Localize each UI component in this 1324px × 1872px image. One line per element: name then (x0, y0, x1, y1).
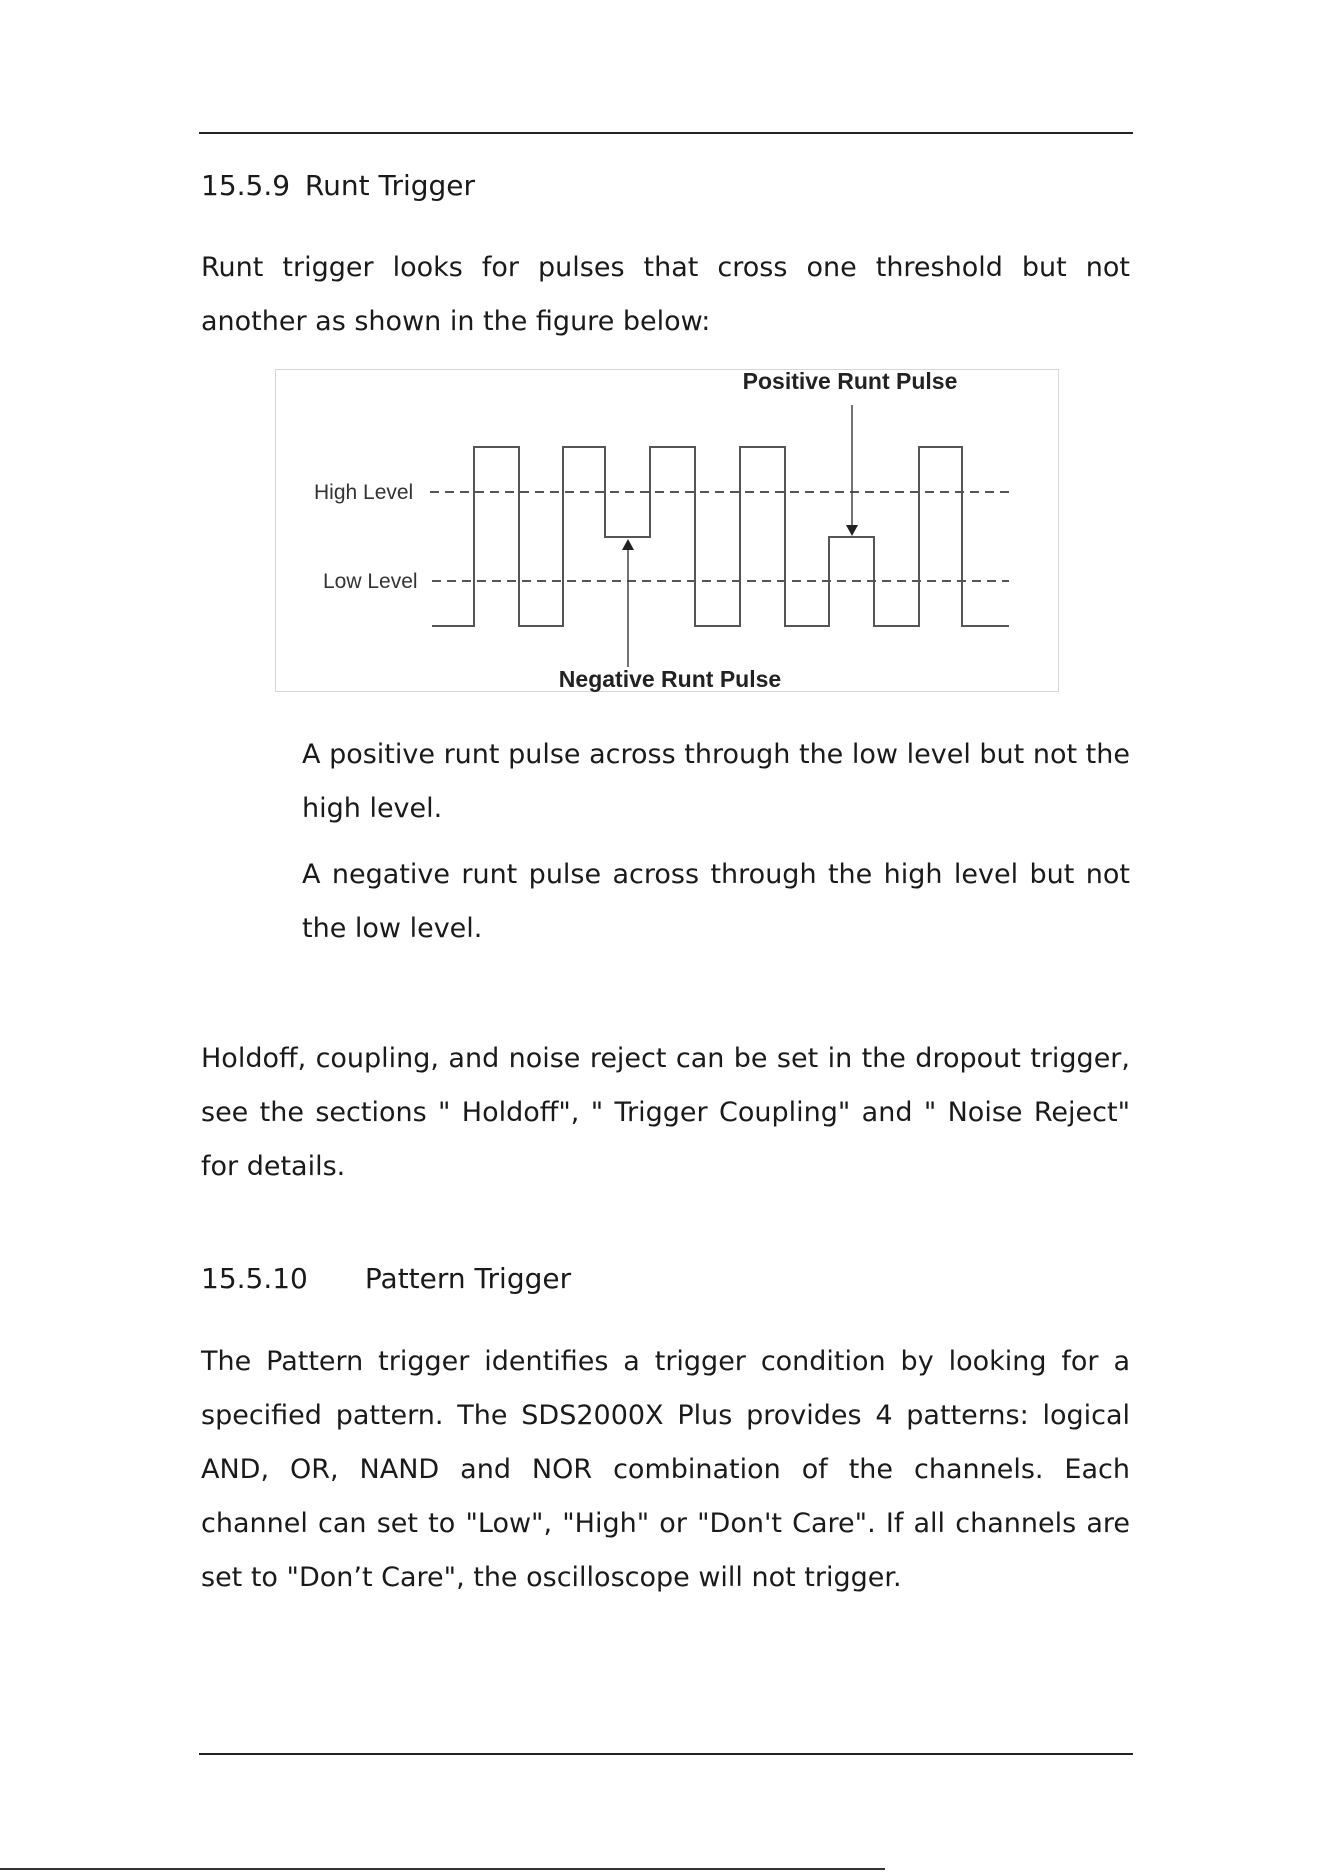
section-number: 15.5.9 (201, 169, 291, 202)
footer-rule (199, 1753, 1133, 1755)
runt-pulse-diagram (275, 369, 1059, 692)
section-heading-pattern-trigger (201, 1259, 571, 1299)
high-level-label: High Level (314, 481, 414, 504)
section-title: Pattern Trigger (364, 1262, 572, 1295)
negative-runt-description: A negative runt pulse across through the high level but not the low level. (302, 859, 1130, 944)
header-rule (199, 132, 1133, 134)
positive-runt-pulse-label: Positive Runt Pulse (742, 369, 958, 394)
low-level-label: Low Level (323, 570, 418, 593)
page-bottom-edge (0, 1868, 885, 1870)
pattern-trigger-paragraph: The Pattern trigger identifies a trigger condition by looking for a specified pattern. The SDS2000X Plus provides 4 patterns: logical AND, OR, NAND and NOR combination of the channels. Each channel can set to "Low", "High" or "Don't Care". If all channels are set to "Don’t Care", the oscilloscope will not trigger. (201, 1346, 1130, 1593)
positive-runt-description: A positive runt pulse across through the low level but not the high level. (302, 739, 1130, 824)
runt-pulse-figure (275, 369, 1059, 692)
section-heading-runt-trigger (201, 166, 475, 206)
negative-runt-pulse-label: Negative Runt Pulse (558, 666, 782, 692)
section-number: 15.5.10 (201, 1262, 308, 1295)
holdoff-note-paragraph: Holdoff, coupling, and noise reject can be set in the dropout trigger, see the sections " Holdoff", " Trigger Coupling" and " Noise Reject" for details. (201, 1043, 1130, 1182)
runt-intro-paragraph: Runt trigger looks for pulses that cross one threshold but not another as shown in the figure below: (201, 252, 1130, 337)
figure-border (276, 370, 1059, 692)
section-title: Runt Trigger (304, 169, 476, 202)
